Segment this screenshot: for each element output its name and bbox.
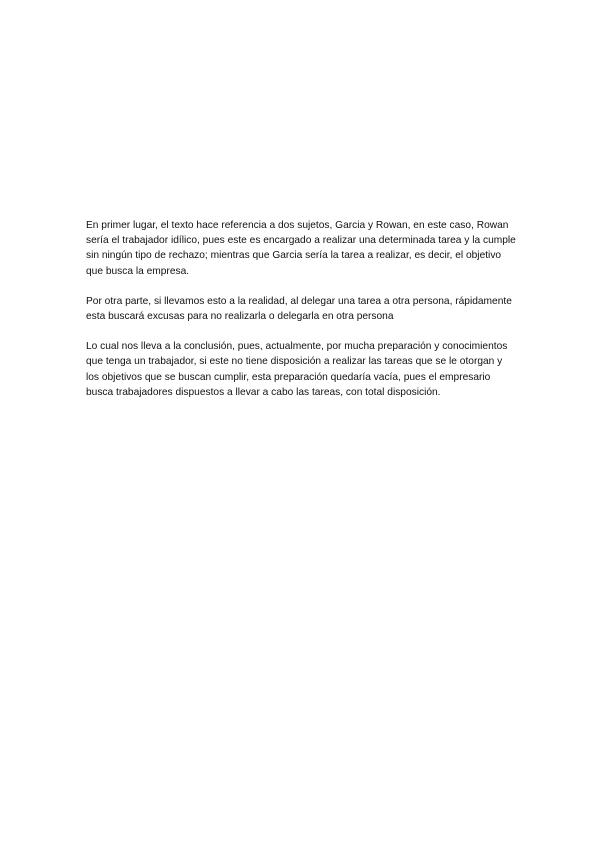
paragraph-3: Lo cual nos lleva a la conclusión, pues, actualmente, por mucha preparación y conocimientos que tenga un trabajador, si este no tiene disposición a realizar las tareas que se le otorgan y los objetivos que se buscan cumplir, esta preparación quedaría vacía, pues el empresario busca trabajadores dispuestos a llevar a cabo las tareas, con total disposición. bbox=[86, 341, 508, 398]
paragraph-2: Por otra parte, si llevamos esto a la realidad, al delegar una tarea a otra persona, rápidamente esta buscará excusas para no realizarla o delegarla en otra persona bbox=[86, 295, 512, 323]
document-body bbox=[86, 218, 516, 415]
paragraph-1: En primer lugar, el texto hace referencia a dos sujetos, Garcia y Rowan, en este caso, Rowan sería el trabajador idílico, pues este es encargado a realizar una determinada tarea y la cumple sin ningún tipo de rechazo; mientras que Garcia sería la tarea a realizar, es decir, el objetivo que busca la empresa. bbox=[86, 220, 516, 277]
